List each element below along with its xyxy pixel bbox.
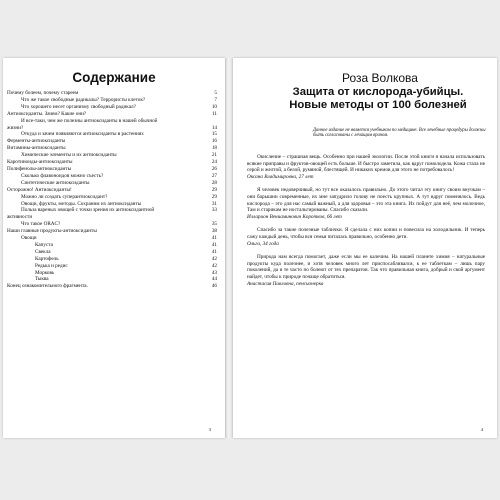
toc-entry-title: Осторожно! Антиоксиданты! [7, 186, 72, 193]
left-page [3, 58, 225, 438]
toc-entry-page: 35 [211, 221, 217, 228]
toc-entry [7, 228, 217, 235]
toc-entry-title: Ферменты-антиоксиданты [7, 138, 66, 145]
disclaimer: Данное издание не является учебником по медицине. Все лечебные процедуры должны быть согласованы с лечащим врачом. [313, 128, 486, 139]
toc-entry-title: Что хорошего несет организму свободный радикал? [21, 103, 136, 110]
toc-entry-title: Антиоксиданты. Зачем? Какие они? [7, 110, 87, 117]
toc-entry-title: Овощи, фрукты, методы. Сохраним их антиоксиданты [21, 200, 142, 207]
toc-entry-title: Польза вареных овощей с точки зрения их антиоксидантной [21, 207, 155, 214]
toc-entry-title: Химические элементы и их антиоксиданты [21, 152, 117, 159]
toc-entry-page: 14 [211, 124, 217, 131]
testimonial-signature: Ольга, 34 года [247, 240, 279, 247]
toc-entry-page: 21 [211, 152, 217, 159]
book-author: Роза Волкова [342, 71, 418, 85]
toc-entry-page: 29 [211, 186, 217, 193]
page-number: 3 [208, 427, 211, 432]
toc-entry [7, 194, 217, 201]
right-page [233, 58, 497, 438]
toc-entry-title: Овощи [21, 235, 37, 242]
toc-entry-title: активности [7, 214, 33, 221]
toc-entry [7, 166, 217, 173]
toc-entry-title: Витамины-антиоксиданты [7, 145, 66, 152]
toc-entry-title: Можно ли создать суперантиоксидант? [21, 193, 108, 200]
toc-entry [7, 283, 217, 290]
toc-entry-title: Что же такое свободные радикалы? Террористы клеток? [21, 96, 146, 103]
toc-entry-title: Полифенолы-антиоксиданты [7, 165, 72, 172]
toc-entry [7, 152, 217, 159]
toc-entry-title: Сколько флавоноидов можно съесть? [21, 172, 104, 179]
toc-entry-page: 42 [211, 262, 217, 269]
toc-entry [7, 235, 217, 242]
toc-entry-title: Откуда и зачем появляются антиоксиданты в растениях [21, 131, 144, 138]
testimonial-signature: Оксана Владимировна, 27 лет [247, 173, 314, 180]
table-of-contents [7, 90, 217, 290]
toc-entry-title: Капуста [35, 241, 53, 248]
testimonials [247, 154, 485, 294]
toc-entry-page: 43 [211, 269, 217, 276]
toc-entry [7, 249, 217, 256]
book-gutter [225, 58, 233, 438]
testimonial-signature: Илларион Вениаминович Коротков, 66 лет [247, 213, 342, 220]
toc-entry-title: Почему болеем, почему стареем [7, 90, 79, 96]
toc-entry-title: Редька и редис [35, 262, 68, 269]
toc-entry-page: 41 [211, 241, 217, 248]
toc-entry-page: 29 [211, 193, 217, 200]
toc-entry-page: 46 [211, 283, 217, 290]
toc-entry-title: Картофель [35, 255, 59, 262]
toc-entry [7, 90, 217, 97]
toc-entry [7, 180, 217, 187]
toc-entry-title: И все-таки, чем же полезны антиоксиданты в нашей обычной [21, 117, 158, 124]
toc-entry-page: 31 [211, 200, 217, 207]
toc-entry [7, 256, 217, 263]
toc-entry-page: 16 [211, 138, 217, 145]
toc-entry-page: 41 [211, 248, 217, 255]
toc-entry-page: 5 [214, 90, 217, 96]
toc-entry [7, 159, 217, 166]
book-title-line: Защита от кислорода-убийцы. [292, 86, 464, 98]
toc-entry-title: жизни? [7, 124, 24, 131]
testimonial-text: Спасибо за такие полезные таблички. Я сделала с них копии и повесила на холодильник. И теперь сажу каждый день, чтобы вся семья питалась правильно, особенно дети. [247, 227, 485, 240]
toc-entry-page: 18 [211, 145, 217, 152]
toc-entry-page: 11 [212, 110, 217, 117]
toc-entry-page: 38 [211, 228, 217, 235]
toc-entry-title: Свекла [35, 248, 51, 255]
toc-entry-title: Морковь [35, 269, 55, 276]
toc-entry-title: Синтетические антиоксиданты [21, 179, 90, 186]
toc-entry [7, 97, 217, 104]
toc-entry [7, 138, 217, 145]
toc-entry [7, 145, 217, 152]
testimonial-text: Природа нам всегда помогает, даже если мы ее калечим. На нашей планете химия – натуральные продукты куда полезнее, и хотя человек много лет приспосабливался, к ее таблеткам – лишь пару поколений, да и те часто по болеют от тех препаратов. Так что правильная книга, добрый и свой аргумент найдет, чтобы к природе почаще обратиться. [247, 254, 485, 280]
toc-title: Содержание [72, 70, 156, 85]
toc-entry-page: 24 [211, 159, 217, 166]
page-number: 4 [480, 427, 483, 432]
toc-entry [7, 242, 217, 249]
toc-entry-title: Конец ознакомительного фрагмента. [7, 283, 88, 290]
toc-entry-page: 28 [211, 179, 217, 186]
toc-entry [7, 207, 217, 214]
toc-entry [7, 270, 217, 277]
toc-entry [7, 125, 217, 132]
toc-entry-title: Наши главные продукты-антиоксиданты [7, 228, 97, 235]
toc-entry [7, 111, 217, 118]
book-title [263, 86, 493, 113]
toc-entry [7, 173, 217, 180]
toc-entry [7, 187, 217, 194]
toc-entry [7, 263, 217, 270]
toc-entry-page: 10 [211, 103, 217, 110]
toc-entry-title: Что такое ORAC? [21, 221, 61, 228]
toc-entry [7, 214, 217, 221]
toc-entry [7, 131, 217, 138]
book-title-line: Новые методы от 100 болезней [289, 99, 467, 112]
toc-entry [7, 118, 217, 125]
toc-entry-title: Тыква [35, 276, 49, 283]
toc-entry-page: 26 [211, 165, 217, 172]
toc-entry [7, 104, 217, 111]
testimonial-text: Я человек недоверчивый, но тут все оказалось правильно. До этого читал эту книгу своим внучкам – они барышни современные, их мне запудрило голову не поесть крупных. А тут вдруг поменялось. Ведь кислорода – это для нас самый важный, а для здоровья – это эта книга. Их пойдут для неё, чем молочное, Там и старикам не ностальгированы. Спасибо сказали. [247, 187, 485, 214]
toc-entry-title: Каротиноиды-антиоксиданты [7, 159, 73, 166]
toc-entry-page: 42 [211, 255, 217, 262]
testimonial-text: Окисление – страшная вещь. Особенно при нашей экологии. После этой книги я начала использовать всякие приправы и фруктов-овощей есть больше. И быстро заметила, как вдруг помолодела. Кожа стала не серой и желтой, а белой, румяной, блестящей. И никаких кремов для этого не потребовалось! [247, 154, 485, 174]
testimonial-signature: Анастасия Павловна, пенсионерка [247, 280, 324, 287]
toc-entry [7, 276, 217, 283]
toc-entry-page: 44 [211, 276, 217, 283]
toc-entry-page: 27 [211, 172, 217, 179]
toc-entry-page: 41 [211, 235, 217, 242]
toc-entry-page: 15 [211, 131, 217, 138]
toc-entry-page: 7 [214, 96, 217, 103]
toc-entry [7, 221, 217, 228]
toc-entry-page: 33 [211, 207, 217, 214]
toc-entry [7, 201, 217, 208]
